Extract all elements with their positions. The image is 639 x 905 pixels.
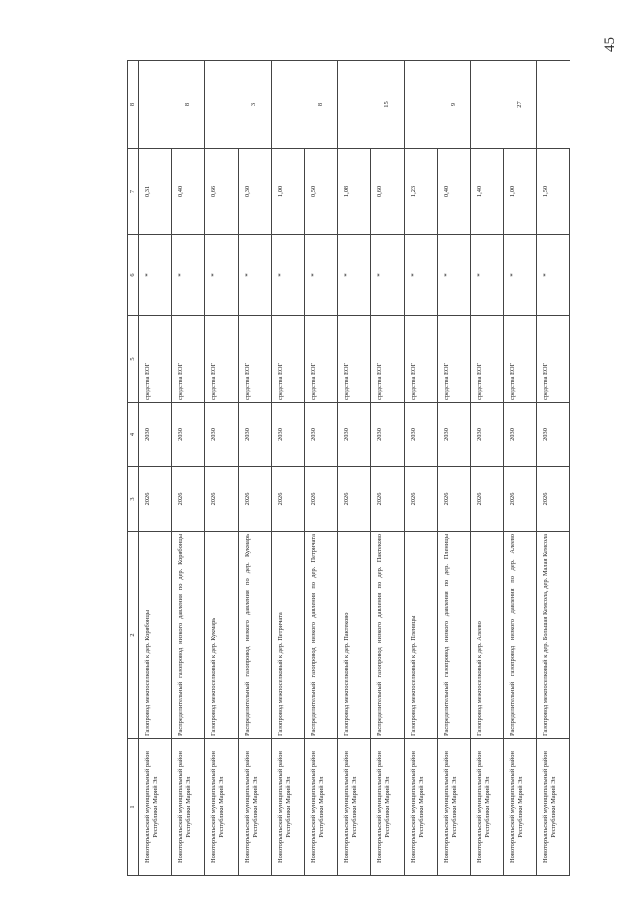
asterisk-mark: * <box>309 273 318 277</box>
group-cell: 27 <box>504 61 537 149</box>
table-body <box>139 61 570 876</box>
mark-cell <box>139 235 172 316</box>
end-year-cell: 2030 <box>139 403 172 467</box>
mark-cell <box>371 235 404 316</box>
length-cell: 0,50 <box>304 149 337 235</box>
asterisk-mark: * <box>210 273 219 277</box>
table-row <box>304 61 337 876</box>
asterisk-mark: * <box>442 273 451 277</box>
group-cell: 9 <box>437 61 470 149</box>
table-row <box>338 61 371 876</box>
funding-source-cell: средства ЕОГ <box>504 316 537 403</box>
end-year-cell: 2030 <box>205 403 238 467</box>
funding-source-cell: средства ЕОГ <box>404 316 437 403</box>
funding-source-cell: средства ЕОГ <box>172 316 205 403</box>
asterisk-mark: * <box>243 273 252 277</box>
end-year-cell: 2030 <box>470 403 503 467</box>
length-cell: 1,40 <box>470 149 503 235</box>
end-year-cell: 2030 <box>537 403 570 467</box>
mark-cell <box>271 235 304 316</box>
group-cell <box>537 61 570 149</box>
object-cell: Газопровод межпоселковый к дер. Кукмарь <box>205 532 238 739</box>
column-header-2: 2 <box>128 532 139 739</box>
length-cell: 1,00 <box>504 149 537 235</box>
start-year-cell: 2026 <box>304 467 337 532</box>
mark-cell <box>470 235 503 316</box>
end-year-cell: 2030 <box>437 403 470 467</box>
asterisk-mark: * <box>475 273 484 277</box>
funding-source-cell: средства ЕОГ <box>338 316 371 403</box>
start-year-cell: 2026 <box>139 467 172 532</box>
start-year-cell: 2026 <box>537 467 570 532</box>
object-cell: Распределительный газопровод низкого давления по дер. Алеево <box>504 532 537 739</box>
funding-source-cell: средства ЕОГ <box>470 316 503 403</box>
district-cell: Новоторъяльский муниципальный район Республики Марий Эл <box>238 739 271 876</box>
page-number: 45 <box>602 37 618 52</box>
table-row <box>139 61 172 876</box>
object-cell: Газопровод межпоселковый к дер. Петричата <box>271 532 304 739</box>
group-cell <box>139 61 172 149</box>
group-cell: 8 <box>304 61 337 149</box>
district-cell: Новоторъяльский муниципальный район Республики Марий Эл <box>338 739 371 876</box>
mark-cell <box>537 235 570 316</box>
district-cell: Новоторъяльский муниципальный район Республики Марий Эл <box>172 739 205 876</box>
length-cell: 1,00 <box>271 149 304 235</box>
end-year-cell: 2030 <box>404 403 437 467</box>
district-cell: Новоторъяльский муниципальный район Республики Марий Эл <box>537 739 570 876</box>
funding-source-cell: средства ЕОГ <box>537 316 570 403</box>
column-header-6: 6 <box>128 235 139 316</box>
table-row <box>537 61 570 876</box>
asterisk-mark: * <box>376 273 385 277</box>
mark-cell <box>205 235 238 316</box>
start-year-cell: 2026 <box>338 467 371 532</box>
header-row <box>128 61 139 876</box>
table-row <box>504 61 537 876</box>
object-cell: Распределительный газопровод низкого давления по дер. Пленицы <box>437 532 470 739</box>
group-cell <box>470 61 503 149</box>
group-cell <box>404 61 437 149</box>
end-year-cell: 2030 <box>338 403 371 467</box>
district-cell: Новоторъяльский муниципальный район Республики Марий Эл <box>304 739 337 876</box>
end-year-cell: 2030 <box>172 403 205 467</box>
start-year-cell: 2026 <box>437 467 470 532</box>
end-year-cell: 2030 <box>304 403 337 467</box>
funding-source-cell: средства ЕОГ <box>304 316 337 403</box>
group-cell <box>338 61 371 149</box>
district-cell: Новоторъяльский муниципальный район Республики Марий Эл <box>437 739 470 876</box>
start-year-cell: 2026 <box>470 467 503 532</box>
length-cell: 0,40 <box>172 149 205 235</box>
column-header-8: 8 <box>128 61 139 149</box>
object-cell: Газопровод межпоселковый к дер. Пактеково <box>338 532 371 739</box>
group-cell: 15 <box>371 61 404 149</box>
end-year-cell: 2030 <box>271 403 304 467</box>
funding-source-cell: средства ЕОГ <box>437 316 470 403</box>
mark-cell <box>404 235 437 316</box>
end-year-cell: 2030 <box>504 403 537 467</box>
length-cell: 1,23 <box>404 149 437 235</box>
table-row <box>238 61 271 876</box>
column-header-3: 3 <box>128 467 139 532</box>
column-header-1: 1 <box>128 739 139 876</box>
length-cell: 0,40 <box>437 149 470 235</box>
table-row <box>371 61 404 876</box>
district-cell: Новоторъяльский муниципальный район Республики Марий Эл <box>205 739 238 876</box>
length-cell: 0,66 <box>205 149 238 235</box>
length-cell: 0,31 <box>139 149 172 235</box>
table-row <box>271 61 304 876</box>
funding-source-cell: средства ЕОГ <box>139 316 172 403</box>
funding-source-cell: средства ЕОГ <box>371 316 404 403</box>
start-year-cell: 2026 <box>205 467 238 532</box>
mark-cell <box>504 235 537 316</box>
asterisk-mark: * <box>542 273 551 277</box>
object-cell: Распределительный газопровод низкого давления по дер. Корябонцы <box>172 532 205 739</box>
mark-cell <box>304 235 337 316</box>
column-header-5: 5 <box>128 316 139 403</box>
start-year-cell: 2026 <box>504 467 537 532</box>
mark-cell <box>437 235 470 316</box>
table-row <box>205 61 238 876</box>
district-cell: Новоторъяльский муниципальный район Республики Марий Эл <box>404 739 437 876</box>
length-cell: 0,30 <box>238 149 271 235</box>
object-cell: Газопровод межпоселковый к дер. Алеево <box>470 532 503 739</box>
object-cell: Газопровод межпоселковый к дер. Корябонцы <box>139 532 172 739</box>
mark-cell <box>238 235 271 316</box>
district-cell: Новоторъяльский муниципальный район Республики Марий Эл <box>470 739 503 876</box>
object-cell: Распределительный газопровод низкого давления по дер. Петричата <box>304 532 337 739</box>
group-cell: 8 <box>172 61 205 149</box>
funding-source-cell: средства ЕОГ <box>238 316 271 403</box>
start-year-cell: 2026 <box>371 467 404 532</box>
length-cell: 1,50 <box>537 149 570 235</box>
start-year-cell: 2026 <box>172 467 205 532</box>
column-header-4: 4 <box>128 403 139 467</box>
group-cell: 3 <box>238 61 271 149</box>
asterisk-mark: * <box>276 273 285 277</box>
object-cell: Распределительный газопровод низкого давления по дер. Пактеково <box>371 532 404 739</box>
mark-cell <box>338 235 371 316</box>
district-cell: Новоторъяльский муниципальный район Республики Марий Эл <box>371 739 404 876</box>
object-cell: Газопровод межпоселковый к дер. Пленицы <box>404 532 437 739</box>
funding-source-cell: средства ЕОГ <box>205 316 238 403</box>
group-cell <box>271 61 304 149</box>
object-cell: Распределительный газопровод низкого давления по дер. Кукмарь <box>238 532 271 739</box>
asterisk-mark: * <box>177 273 186 277</box>
end-year-cell: 2030 <box>238 403 271 467</box>
district-cell: Новоторъяльский муниципальный район Республики Марий Эл <box>271 739 304 876</box>
funding-source-cell: средства ЕОГ <box>271 316 304 403</box>
length-cell: 0,60 <box>371 149 404 235</box>
start-year-cell: 2026 <box>238 467 271 532</box>
start-year-cell: 2026 <box>404 467 437 532</box>
column-header-7: 7 <box>128 149 139 235</box>
object-cell: Газопровод межпоселковый к дер. Большая Кемсола, дер. Малая Кемсола <box>537 532 570 739</box>
start-year-cell: 2026 <box>271 467 304 532</box>
asterisk-mark: * <box>409 273 418 277</box>
mark-cell <box>172 235 205 316</box>
table-row <box>404 61 437 876</box>
table-row <box>437 61 470 876</box>
length-cell: 1,08 <box>338 149 371 235</box>
asterisk-mark: * <box>509 273 518 277</box>
end-year-cell: 2030 <box>371 403 404 467</box>
asterisk-mark: * <box>343 273 352 277</box>
table-row <box>172 61 205 876</box>
group-cell <box>205 61 238 149</box>
district-cell: Новоторъяльский муниципальный район Республики Марий Эл <box>504 739 537 876</box>
asterisk-mark: * <box>144 273 152 277</box>
district-cell: Новоторъяльский муниципальный район Республики Марий Эл <box>139 739 172 876</box>
rotated-table-wrapper <box>127 61 613 876</box>
table-row <box>470 61 503 876</box>
gas-pipeline-table <box>127 60 570 876</box>
